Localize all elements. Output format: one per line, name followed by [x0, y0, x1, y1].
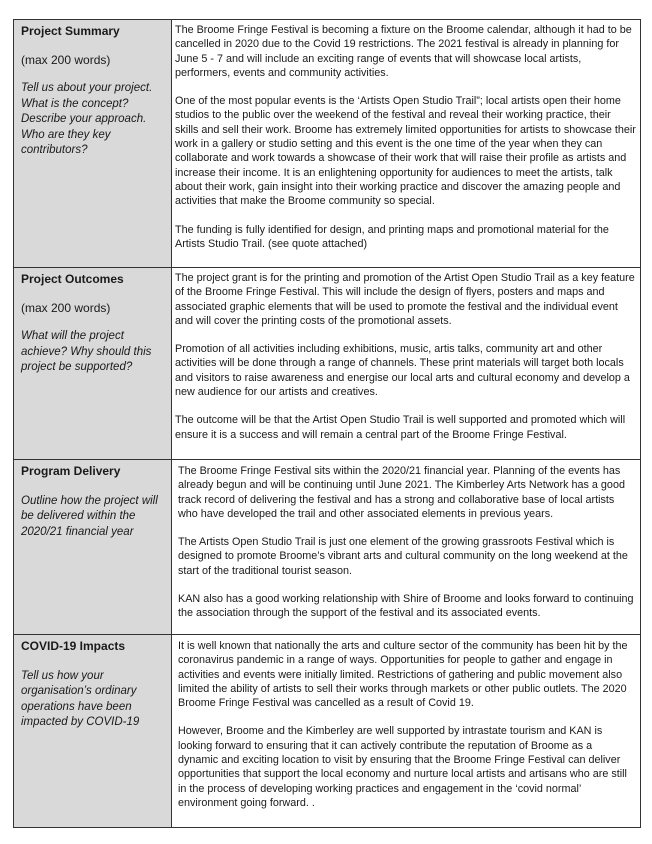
section-label-cell — [14, 460, 172, 635]
response-paragraph: The funding is fully identified for design, and printing maps and promotional material for the Artists Studio Trail. (see quote attached) — [175, 223, 609, 250]
response-paragraph: The project grant is for the printing and promotion of the Artist Open Studio Trail as a key feature of the Broome Fringe Festival. This will include the design of flyers, posters and maps and associated graphic elements that will be used to promote the festival and the individual event and will cover the printing costs of the promotional assets. — [175, 272, 635, 327]
section-label-cell — [14, 268, 172, 460]
response-paragraph: KAN also has a good working relationship with Shire of Broome and looks forward to continuing the association through the support of the festival and its associated events. — [178, 593, 634, 620]
word-limit-note: (max 200 words) — [21, 52, 111, 67]
section-project-summary — [14, 20, 641, 268]
section-covid-impacts — [14, 635, 641, 828]
section-heading: Project Summary — [21, 24, 120, 38]
section-program-delivery — [14, 460, 641, 635]
response-paragraph: The outcome will be that the Artist Open Studio Trail is well supported and promoted which will ensure it is a success and will remain a central part of the Broome Fringe Festival. — [175, 414, 626, 441]
response-paragraph: The Broome Fringe Festival is becoming a fixture on the Broome calendar, although it had to be cancelled in 2020 due to the Covid 19 restrictions. The 2021 festival is already in planning for June 5 - 7 and will include an exciting range of events that will showcase local artists, performers, events and community activities. — [175, 24, 632, 79]
section-project-outcomes — [14, 268, 641, 460]
application-form-table — [13, 19, 641, 828]
response-paragraph: The Broome Fringe Festival sits within the 2020/21 financial year. Planning of the events has already begun and will be continuing until June 2021. The Kimberley Arts Network has a good track record of delivering the festival and has a strong and collaborative base of local artists who have developed the trail and other associated elements in previous years. — [178, 465, 625, 520]
section-response-cell — [172, 635, 641, 828]
application-form-page — [13, 19, 641, 828]
section-prompt: Tell us about your project. What is the concept? Describe your approach. Who are they key contributors? — [21, 82, 153, 156]
response-paragraph: The Artists Open Studio Trail is just one element of the growing grassroots Festival which is designed to promote Broome’s vibrant arts and cultural community on the long weekend at the start of the traditional tourist season. — [178, 536, 628, 577]
section-response-cell — [172, 460, 641, 635]
section-response-cell — [172, 20, 641, 268]
response-paragraph: It is well known that nationally the arts and culture sector of the community has been hit by the coronavirus pandemic in a range of ways. Opportunities for people to gather and engage in activities and events were initially limited. Restrictions of gathering and public movement also limited the ability of artists to sell their works through markets or other public outlets. The 2020 Broome Fringe Festival was cancelled as a result of Covid 19. — [178, 640, 628, 710]
section-heading: Project Outcomes — [21, 272, 124, 286]
response-paragraph: One of the most popular events is the ‘Artists Open Studio Trail”; local artists open their home studios to the public over the weekend of the festival and reveal their working practice, their skills and sell their work. Broome has extremely limited opportunities for artists to showcase their work in a gallery or studio setting and this event is the one time of the year when they can collaborate and work towards a showcase of their work that will raise their profile as artists and increase their income. It is an enlightening opportunity for audiences to meet the artists, talk about their work, gain insight into their working practice and discover the amazing people and activities that make the Broome community so special. — [175, 95, 636, 208]
word-limit-note: (max 200 words) — [21, 300, 111, 315]
section-heading: COVID-19 Impacts — [21, 639, 126, 653]
section-label-cell — [14, 20, 172, 268]
response-paragraph: However, Broome and the Kimberley are well supported by intrastate tourism and KAN is looking forward to ensuring that it can actively contribute the reputation of Broome as a dynamic and exciting location to visit by ensuring that the Broome Fringe Festival can deliver opportunities that support the local economy and nurture local artists and artisans who are still in the process of developing working practices and engagement in the ‘covid normal’ environment going forward. . — [178, 725, 627, 809]
section-prompt: Outline how the project will be delivered within the 2020/21 financial year — [21, 494, 158, 538]
section-prompt: Tell us how your organisation’s ordinary operations have been impacted by COVID-19 — [21, 669, 140, 728]
section-label-cell — [14, 635, 172, 828]
response-paragraph: Promotion of all activities including exhibitions, music, artis talks, community art and other activities will be done through a range of channels. These print materials will target both locals and visitors to raise awareness and energise our local arts and cultural economy and develop a new audience for our artists and creatives. — [175, 343, 630, 399]
section-prompt: What will the project achieve? Why should this project be supported? — [21, 330, 152, 373]
section-response-cell — [172, 268, 641, 460]
section-heading: Program Delivery — [21, 464, 121, 478]
